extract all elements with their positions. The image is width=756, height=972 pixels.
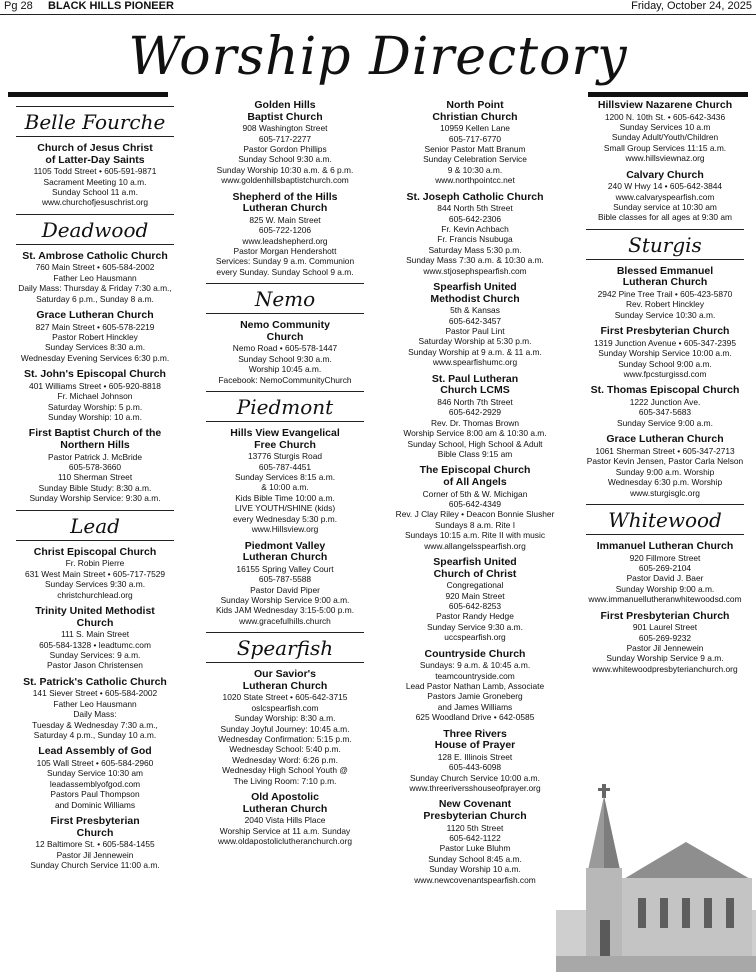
listing-detail: 1222 Junction Ave. <box>629 397 701 408</box>
listing-detail: Pastor Jason Christensen <box>47 660 143 671</box>
listing-detail: 1105 Todd Street • 605-591-9871 <box>33 166 157 177</box>
church-name: Lutheran Church <box>242 679 328 692</box>
church-listing <box>6 816 184 870</box>
listing-detail: 825 W. Main Street <box>249 214 321 225</box>
section-heading-spearfish: Spearfish <box>206 632 364 663</box>
church-listing <box>576 326 754 379</box>
listing-detail: Sundays 8 a.m. Rite I <box>434 519 516 530</box>
publication-name: BLACK HILLS PIONEER <box>48 0 174 12</box>
church-name: Immanuel Lutheran Church <box>596 539 734 552</box>
listing-detail: Sunday Service 9:30 a.m. <box>427 621 523 632</box>
directory-column-4 <box>576 100 754 680</box>
church-name: of Latter-Day Saints <box>45 153 145 166</box>
page-number: Pg 28 <box>4 0 33 12</box>
listing-detail: 401 Williams Street • 605-920-8818 <box>29 380 161 391</box>
listing-detail: and Dominic Williams <box>54 799 136 810</box>
issue-date: Friday, October 24, 2025 <box>631 0 752 12</box>
church-name: Shepherd of the Hills <box>232 190 338 203</box>
listing-detail: Corner of 5th & W. Michigan <box>422 488 528 499</box>
listing-detail: 240 W Hwy 14 • 605-642-3844 <box>607 181 723 192</box>
listing-detail: every Sunday. Sunday School 9 a.m. <box>216 266 354 277</box>
listing-detail: Sunday School, High School & Adult <box>407 438 543 449</box>
church-name: Grace Lutheran Church <box>606 433 724 446</box>
listing-detail: Daily Mass: <box>73 709 117 720</box>
section-heading-lead: Lead <box>16 510 174 541</box>
listing-detail: Pastor Robert Hinckley <box>52 332 138 343</box>
listing-detail: Sunday School 9:00 a.m. <box>618 358 712 369</box>
listing-detail: 12 Baltimore St. • 605-584-1455 <box>35 839 155 850</box>
listing-detail: Bible classes for all ages at 9:30 am <box>597 212 733 223</box>
listing-detail: Wednesday High School Youth @ <box>222 765 348 776</box>
listing-detail: Lead Pastor Nathan Lamb, Associate <box>405 680 545 691</box>
listing-detail: Services: Sunday 9 a.m. Communion <box>215 256 355 267</box>
listing-detail: Sunday Worship 10 a.m. <box>429 864 521 875</box>
listing-detail: 1020 State Street • 605-642-3715 <box>222 692 348 703</box>
listing-detail: Pastor Paul Lint <box>445 326 505 337</box>
listing-detail: Sunday Worship Service 9 a.m. <box>606 653 724 664</box>
listing-detail: Sunday Worship Service: 9:30 a.m. <box>29 493 161 504</box>
church-name: Church LCMS <box>440 384 510 397</box>
listing-detail: Pastor David Piper <box>250 584 320 595</box>
listing-detail: Sunday School 8:45 a.m. <box>428 853 522 864</box>
listing-detail: 605-642-8253 <box>448 600 502 611</box>
listing-detail: Sunday Mass 7:30 a.m. & 10:30 a.m. <box>406 255 544 266</box>
listing-detail: www.northpointcc.net <box>435 175 515 186</box>
church-listing <box>386 282 564 368</box>
listing-detail: Saturday Worship: 5 p.m. <box>47 401 143 412</box>
church-name: Nemo Community <box>240 319 330 332</box>
listing-detail: Sunday Services: 9 a.m. <box>49 649 141 660</box>
listing-detail: 631 West Main Street • 605-717-7529 <box>24 568 166 579</box>
listing-detail: www.sturgisglc.org <box>630 487 700 498</box>
listing-detail: Pastor Luke Bluhm <box>439 843 511 854</box>
church-name: St. Thomas Episcopal Church <box>590 384 740 397</box>
church-name: Lutheran Church <box>242 802 328 815</box>
listing-detail: Small Group Services 11:15 a.m. <box>603 142 727 153</box>
listing-detail: 605-642-3457 <box>448 315 502 326</box>
listing-detail: Bible Class 9:15 am <box>437 448 513 459</box>
church-name: St. John's Episcopal Church <box>24 368 166 381</box>
listing-detail: Fr. Robin Pierre <box>65 558 125 569</box>
church-listing <box>386 100 564 186</box>
listing-detail: Pastor David J. Baer <box>626 573 704 584</box>
listing-detail: The Living Room: 7:10 p.m. <box>233 775 337 786</box>
listing-detail: www.threeriversshouseofprayer.org <box>409 783 541 793</box>
listing-detail: Sunday Service 10:30 a.m. <box>614 309 716 320</box>
section-heading-deadwood: Deadwood <box>16 214 174 245</box>
listing-detail: every Wednesday 5:30 p.m. <box>232 513 338 524</box>
listing-detail: LIVE YOUTH/SHINE (kids) <box>234 503 336 514</box>
church-name: Northern Hills <box>60 439 130 452</box>
church-name: Presbyterian Church <box>423 810 527 822</box>
church-name: Grace Lutheran Church <box>36 309 154 322</box>
listing-detail: Worship Service 8:00 am & 10:30 a.m. <box>403 428 547 439</box>
church-name: Lutheran Church <box>242 551 328 564</box>
church-listing <box>576 541 754 605</box>
listing-detail: Sunday Joyful Journey: 10:45 a.m. <box>220 723 350 734</box>
listing-detail: Pastor Randy Hedge <box>436 611 514 622</box>
church-name: of All Angels <box>443 475 507 488</box>
listing-detail: and James Williams <box>437 701 513 712</box>
listing-detail: Facebook: NemoCommunityChurch <box>218 374 352 385</box>
listing-detail: 110 Sherman Street <box>57 472 133 483</box>
church-listing <box>386 465 564 551</box>
church-name: Hills View Evangelical <box>230 427 340 440</box>
directory-column-2 <box>196 100 374 852</box>
church-listing <box>576 611 754 675</box>
listing-detail: www.stjosephspearfish.com <box>423 265 527 276</box>
church-name: Old Apostolic <box>251 790 319 803</box>
listing-detail: Kids Bible Time 10:00 a.m. <box>235 492 335 503</box>
listing-detail: Wednesday Confirmation: 5:15 p.m. <box>218 733 352 744</box>
listing-detail: 908 Washington Street <box>242 123 328 134</box>
church-name: The Episcopal Church <box>419 464 531 477</box>
listing-detail: 5th & Kansas <box>450 305 500 316</box>
listing-detail: 605-642-4349 <box>448 498 502 509</box>
listing-detail: Wednesday Word: 6:26 p.m. <box>232 754 338 765</box>
listing-detail: Sunday School 9:30 a.m. <box>238 353 332 364</box>
listing-detail: 901 Laurel Street <box>632 622 698 633</box>
listing-detail: Rev. Robert Hinckley <box>625 299 705 310</box>
listing-detail: oslcspearfish.com <box>251 702 319 713</box>
listing-detail: 2942 Pine Tree Trail • 605-423-5870 <box>597 289 733 300</box>
section-heading-piedmont: Piedmont <box>206 391 364 422</box>
church-name: Lutheran Church <box>242 202 328 215</box>
listing-detail: 141 Siever Street • 605-584-2002 <box>32 688 158 699</box>
listing-detail: Sunday Adult/Youth/Children <box>611 132 719 143</box>
listing-detail: Pastor Kevin Jensen, Pastor Carla Nelson <box>586 456 744 467</box>
church-name: Piedmont Valley <box>244 539 326 552</box>
listing-detail: 625 Woodland Drive • 642-0585 <box>415 712 535 723</box>
church-name: Golden Hills <box>254 99 316 111</box>
listing-detail: Wednesday School: 5:40 p.m. <box>229 744 341 755</box>
directory-column-1 <box>6 100 184 876</box>
listing-detail: 1120 5th Street <box>446 822 504 833</box>
church-name: House of Prayer <box>434 739 516 752</box>
listing-detail: Fr. Francis Nsubuga <box>437 234 513 245</box>
listing-detail: www.calvaryspearfish.com <box>615 191 715 202</box>
church-name: Spearfish United <box>433 281 517 294</box>
listing-detail: Rev. J Clay Riley • Deacon Bonnie Slusher <box>395 509 555 520</box>
church-name: St. Ambrose Catholic Church <box>22 249 168 262</box>
listing-detail: Sunday Services 8:15 a.m. <box>234 472 336 483</box>
church-listing <box>6 310 184 363</box>
listing-detail: www.spearfishumc.org <box>432 357 518 368</box>
listing-detail: 605-722-1206 <box>258 225 312 236</box>
listing-detail: Sunday Services 9:30 a.m. <box>44 579 146 590</box>
listing-detail: www.churchofjesuschrist.org <box>41 197 149 208</box>
listing-detail: Wednesday 6:30 p.m. Worship <box>607 477 723 488</box>
listing-detail: 920 Main Street <box>445 590 505 601</box>
listing-detail: 605-584-1328 • leadtumc.com <box>39 639 151 650</box>
listing-detail: 605-347-5683 <box>638 407 692 418</box>
listing-detail: 10959 Kellen Lane <box>440 123 510 134</box>
listing-detail: Wednesday Evening Services 6:30 p.m. <box>20 352 170 363</box>
church-illustration <box>556 760 756 972</box>
church-name: First Baptist Church of the <box>28 427 162 440</box>
listing-detail: www.whitewoodpresbyterianchurch.org <box>592 663 738 674</box>
listing-detail: 605-642-1122 <box>449 833 501 843</box>
church-name: Church <box>76 616 114 629</box>
listing-detail: Fr. Michael Johnson <box>57 391 133 402</box>
church-name: St. Paul Lutheran <box>431 372 519 385</box>
listing-detail: Sunday Worship 9:00 a.m. <box>615 583 715 594</box>
church-listing <box>386 374 564 460</box>
listing-detail: 605-578-3660 <box>68 462 122 473</box>
church-name: First Presbyterian Church <box>600 609 730 622</box>
listing-detail: Pastors Paul Thompson <box>50 789 140 800</box>
listing-detail: Pastor Jil Jennewein <box>626 642 704 653</box>
listing-detail: www.gracefulhills.church <box>239 615 331 626</box>
listing-detail: uccspearfish.org <box>444 632 506 643</box>
listing-detail: www.newcovenantspearfish.com <box>414 874 536 885</box>
listing-detail: Daily Mass: Thursday & Friday 7:30 a.m., <box>18 283 172 294</box>
church-name: New Covenant <box>438 798 512 811</box>
listing-detail: Kids JAM Wednesday 3:15-5:00 p.m. <box>215 605 355 616</box>
church-listing <box>6 547 184 600</box>
page-title: Worship Directory <box>128 27 628 87</box>
listing-detail: Sunday Services 8:30 a.m. <box>44 342 146 353</box>
listing-detail: Sunday Church Service 10:00 a.m. <box>410 772 540 783</box>
listing-detail: Sundays 10:15 a.m. Rite II with music <box>404 530 546 541</box>
church-listing <box>196 192 374 278</box>
listing-detail: www.fpcsturgissd.com <box>623 369 707 380</box>
listing-detail: 16155 Spring Valley Court <box>236 563 334 574</box>
listing-detail: teamcountryside.com <box>435 670 515 681</box>
church-listing <box>6 746 184 810</box>
section-heading-nemo: Nemo <box>206 283 364 314</box>
listing-detail: Sacrament Meeting 10 a.m. <box>43 176 147 187</box>
listing-detail: Sunday 9:00 a.m. Worship <box>615 466 715 477</box>
listing-detail: Tuesday & Wednesday 7:30 a.m., <box>32 719 158 730</box>
listing-detail: 827 Main Street • 605-578-2219 <box>35 321 155 332</box>
church-listing <box>196 792 374 846</box>
title-rule-right <box>588 92 748 97</box>
listing-detail: Pastor Patrick J. McBride <box>47 451 142 462</box>
section-heading-whitewood: Whitewood <box>586 504 744 535</box>
church-name: Church of Christ <box>433 567 517 580</box>
listing-detail: www.allangelsspearfish.org <box>424 540 526 551</box>
church-listing <box>6 428 184 503</box>
church-name: Church of Jesus Christ <box>37 142 153 154</box>
listing-detail: 844 North 5th Street <box>437 203 513 214</box>
listing-detail: Sunday Service 9:00 a.m. <box>617 417 713 428</box>
section-heading-belle-fourche: Belle Fourche <box>16 106 174 137</box>
listing-detail: christchurchlead.org <box>57 589 133 600</box>
listing-detail: Sunday Worship 10:30 a.m. & 6 p.m. <box>216 164 354 175</box>
church-listing <box>386 799 564 885</box>
church-listing <box>196 428 374 534</box>
church-name: Church <box>266 330 304 343</box>
listing-detail: 605-269-2104 <box>638 562 692 573</box>
listing-detail: Father Leo Hausmann <box>53 272 137 283</box>
listing-detail: Sunday Service 10:30 am <box>47 768 143 779</box>
listing-detail: 846 North 7th Street <box>437 396 513 407</box>
church-name: Blessed Emmanuel <box>616 264 714 277</box>
church-listing <box>6 677 184 741</box>
section-heading-sturgis: Sturgis <box>586 229 744 260</box>
church-listing <box>196 541 374 627</box>
listing-detail: Sunday School 11 a.m. <box>52 187 138 197</box>
listing-detail: 605-787-4451 <box>258 461 312 472</box>
listing-detail: Sunday Worship Service 9:00 a.m. <box>220 594 350 605</box>
church-name: St. Patrick's Catholic Church <box>23 675 167 688</box>
listing-detail: 605-642-2929 <box>448 407 502 418</box>
listing-detail: www.Hillsview.org <box>251 524 319 535</box>
church-name: Spearfish United <box>433 555 517 568</box>
church-listing <box>386 649 564 723</box>
listing-detail: Fr. Kevin Achbach <box>441 224 509 235</box>
listing-detail: Sunday Bible Study: 8:30 a.m. <box>38 482 152 493</box>
church-listing <box>576 170 754 223</box>
listing-detail: www.hillsviewnaz.org <box>625 153 705 164</box>
listing-detail: leadassemblyofgod.com <box>49 778 141 789</box>
listing-detail: Sunday Church Service 11:00 a.m. <box>30 859 160 870</box>
listing-detail: Congregational <box>446 580 504 591</box>
church-listing <box>576 434 754 498</box>
listing-detail: Father Leo Hausmann <box>53 698 137 709</box>
listing-detail: Saturday 6 p.m., Sunday 8 a.m. <box>36 293 154 304</box>
church-name: Methodist Church <box>430 292 520 305</box>
church-name: Baptist Church <box>247 110 323 123</box>
church-name: Three Rivers <box>443 727 507 740</box>
listing-detail: 128 E. Illinois Street <box>437 751 513 762</box>
listing-detail: Sunday service at 10:30 am <box>613 202 717 213</box>
listing-detail: Sundays: 9 a.m. & 10:45 a.m. <box>419 660 531 671</box>
listing-detail: Sunday Celebration Service <box>423 154 527 165</box>
church-listing <box>196 669 374 786</box>
church-name: Countryside Church <box>424 647 526 660</box>
church-listing <box>386 557 564 643</box>
listing-detail: Sunday Worship at 9 a.m. & 11 a.m. <box>408 346 542 357</box>
church-name: Calvary Church <box>626 168 704 181</box>
listing-detail: 605-717-2277 <box>258 133 312 144</box>
listing-detail: Sunday Worship Service 10:00 a.m. <box>598 348 732 359</box>
listing-detail: Saturday Mass 5:30 p.m. <box>428 244 522 255</box>
church-name: Lutheran Church <box>622 276 708 289</box>
directory-column-3 <box>386 100 564 891</box>
listing-detail: 1200 N. 10th St. • 605-642-3436 <box>604 111 726 122</box>
listing-detail: Worship Service at 11 a.m. Sunday <box>219 825 351 836</box>
church-name: Christ Episcopal Church <box>33 545 157 558</box>
church-name: First Presbyterian <box>50 814 140 827</box>
listing-detail: Pastor Gordon Phillips <box>243 144 327 154</box>
church-name: Christian Church <box>432 110 518 123</box>
church-name: Church <box>76 826 114 839</box>
listing-detail: www.leadshepherd.org <box>242 235 328 246</box>
listing-detail: 105 Wall Street • 605-584-2960 <box>36 757 154 768</box>
listing-detail: 920 Fillmore Street <box>629 552 701 563</box>
church-listing <box>576 385 754 428</box>
church-listing <box>6 369 184 422</box>
listing-detail: Nemo Road • 605-578-1447 <box>232 343 338 354</box>
page-header <box>0 0 756 15</box>
listing-detail: & 10:00 a.m. <box>261 482 309 493</box>
title-rule-left <box>8 92 168 97</box>
church-name: St. Joseph Catholic Church <box>406 190 544 203</box>
listing-detail: Sunday Worship: 10 a.m. <box>48 412 142 423</box>
church-listing <box>576 266 754 320</box>
church-listing <box>6 606 184 671</box>
listing-detail: Sunday Services 10 a.m <box>619 122 711 132</box>
listing-detail: 605-443-6098 <box>448 762 502 773</box>
listing-detail: Pastors Jamie Groneberg <box>427 691 523 702</box>
listing-detail: 111 S. Main Street <box>60 629 130 640</box>
listing-detail: 1061 Sherman Street • 605-347-2713 <box>595 445 735 456</box>
listing-detail: www.oldapostoliclutheranchurch.org <box>217 835 353 846</box>
listing-detail: 605-717-6770 <box>448 133 502 144</box>
listing-detail: Rev. Dr. Thomas Brown <box>430 417 520 428</box>
listing-detail: 9 & 10:30 a.m. <box>447 164 503 175</box>
listing-detail: 13776 Sturgis Road <box>247 451 323 462</box>
listing-detail: www.immanuellutheranwhitewoodsd.com <box>588 594 742 605</box>
listing-detail: Worship 10:45 a.m. <box>248 364 322 375</box>
listing-detail: Pastor Jil Jennewein <box>56 849 134 860</box>
listing-detail: 760 Main Street • 605-584-2002 <box>35 262 155 273</box>
listing-detail: Senior Pastor Matt Branum <box>424 144 526 154</box>
listing-detail: Sunday Worship: 8:30 a.m. <box>234 713 336 724</box>
listing-detail: Saturday Worship at 5:30 p.m. <box>418 336 532 347</box>
listing-detail: Sunday School 9:30 a.m. <box>238 154 332 165</box>
church-name: North Point <box>446 99 504 111</box>
church-listing <box>196 100 374 186</box>
church-name: Lead Assembly of God <box>38 745 152 758</box>
church-name: First Presbyterian Church <box>600 325 730 338</box>
church-listing <box>196 320 374 385</box>
listing-detail: 2040 Vista Hills Place <box>244 815 326 826</box>
listing-detail: 605-642-2306 <box>448 213 502 224</box>
church-listing <box>576 100 754 164</box>
church-name: Trinity United Methodist <box>35 604 155 617</box>
listing-detail: 605-269-9232 <box>638 632 692 643</box>
church-listing <box>386 729 564 794</box>
church-name: Hillsview Nazarene Church <box>597 99 733 111</box>
listing-detail: 1319 Junction Avenue • 605-347-2395 <box>593 337 736 348</box>
church-listing <box>6 251 184 304</box>
church-name: Free Church <box>254 438 316 451</box>
listing-detail: Pastor Morgan Hendershott <box>233 246 337 257</box>
church-listing <box>6 143 184 208</box>
listing-detail: www.goldenhillsbaptistchurch.com <box>221 175 349 186</box>
church-listing <box>386 192 564 276</box>
church-name: Our Savior's <box>253 668 317 681</box>
listing-detail: 605-787-5588 <box>258 574 312 585</box>
listing-detail: Saturday 4 p.m., Sunday 10 a.m. <box>33 729 157 740</box>
